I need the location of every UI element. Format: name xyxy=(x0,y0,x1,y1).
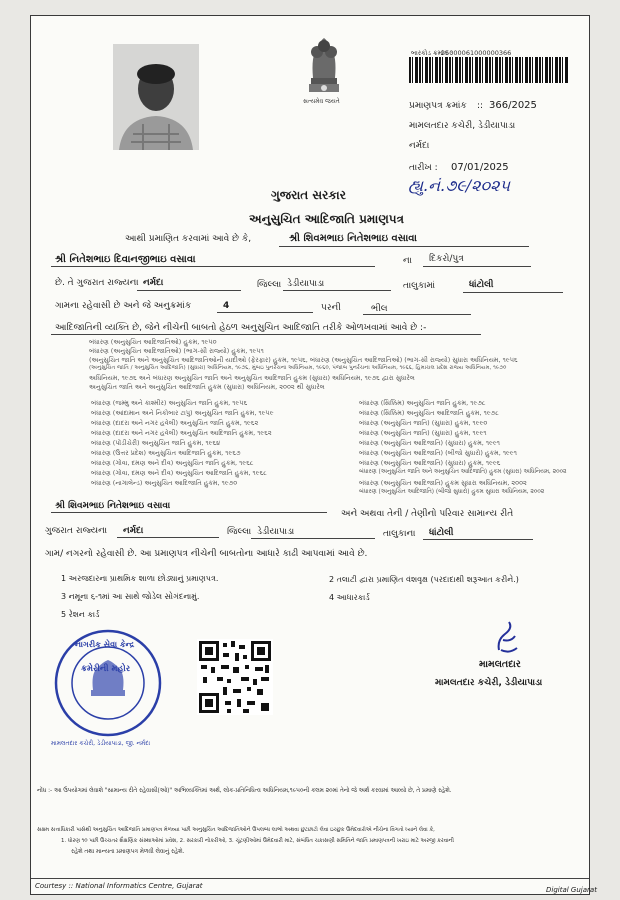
line3-taluka-value: ધાંટોલી xyxy=(469,280,494,290)
line3-district-label: જિલ્લા xyxy=(257,280,282,290)
resident-district-label: જિલ્લા xyxy=(227,527,252,537)
line3-district: નર્મદા xyxy=(143,278,164,288)
order-right-item: બંધારણ (અનુસુચિત આદિજાતિ) (સુધારા) હુકમ, ૧૯૯૧ xyxy=(359,439,500,447)
issuing-district: નર્મદા xyxy=(409,141,430,151)
resident-district: નર્મદા xyxy=(123,526,144,536)
order-right-item: બંધારણ (અનુસુચિત આદિજાતિ) હુકમ સુધારા અધિનિયમ, ૨૦૦૨ xyxy=(359,479,527,487)
line3-taluka-label: તાલુકામાં xyxy=(403,281,436,291)
order-item: અધિનિયમ, ૧૯૭૬ અને બંધારણ અનુસુચિત જાતિ અને અનુસુચિત આદિજાતિ હુકમ (સુધારા) અધિનિયમ, ૧૯૭૬ દ્વારા સુધારેલ xyxy=(89,374,415,382)
govt-title: ગુજરાત સરકાર xyxy=(271,188,346,202)
serial-no: 4 xyxy=(223,301,230,311)
order-item: બંધારણ (અનુસુચિત આદિજાતિઓ) (ભાગ-સી રાજ્યો) હુકમ, ૧૯૫૧ xyxy=(89,347,264,355)
order-item: બંધારણ (અનુસુચિત આદિજાતિઓ) હુકમ, ૧૯૫૦ xyxy=(89,338,217,346)
document-item: 5 રેશન કાર્ડ xyxy=(61,610,100,619)
order-right-item: બંધારણ (અનુસુચિત આદિજાતિ) (બીજો સુધારો) હુકમ, ૧૯૯૧ xyxy=(359,449,517,457)
resident-closing: ગામ/ નગરનો રહેવાસી છે. આ પ્રમાણપત્ર નીચેની બાબતોના આધારે કાઢી આપવામાં આવે છે. xyxy=(45,549,368,559)
line4-prefix: ગામના રહેવાસી છે અને જે અનુક્રમાંક xyxy=(55,301,192,311)
line5: આદિજાતિની વ્યક્તિ છે, જેને નીચેની બાબતો હેઠળ અનુસુચિત આદિજાતિ તરીકે ઓળખવામાં આવે છે :- xyxy=(55,323,427,333)
na-label: ના xyxy=(403,256,412,266)
document-item: 1 અરજદારના પ્રાથમિક શાળા છોડ્યાનું પ્રમાણપત્ર. xyxy=(61,574,219,583)
resident-taluka: ધાંટોલી xyxy=(429,528,454,538)
barcode-number: 25000061000000366 xyxy=(441,49,512,57)
note-line: 1. ધોરણ ૧૦ પછી ઉચ્ચતર શૈક્ષણિક સંસ્થાઓમાં પ્રવેશ, 2. સરકારી નોકરીઓ, 3. ચૂંટણીઓમાં ઉમેદવારી માટે, સંબંધિત ચકાસણી સમિતિને જાતિ પ્રમાણપત્રની ખરાઇ માટે અરજી કરવાની xyxy=(61,838,454,844)
order-left-item: બંધારણ (જમ્મુ અને કાશ્મીર) અનુસુચિત જાતિ હુકમ, ૧૯૫૬ xyxy=(91,399,248,407)
order-right-item: બંધારણ (અનુસુચિત જાતિ) (સુધારા) હુકમ, ૧૯૯૧ xyxy=(359,429,487,437)
cert-no-label: પ્રમાણપત્ર ક્રમાંક xyxy=(409,101,467,111)
note-line: સક્ષમ સત્તાધિકારી પાસેથી અનુસુચિત આદિજાતિ પ્રમાણપત્ર મેળવ્યા પછી અનુસુચિત આદિજાતિઓને ઉપલબ્ધ લાભો અથવા છુટછાટો લેવા ઇચ્છુક ઉમેદવારોએ નીચેના વિગતો ધ્યાને લેવા કે, xyxy=(37,827,435,833)
date-label: તારીખ : xyxy=(409,163,438,173)
applicant-photo xyxy=(113,44,199,150)
order-item: (અનુસુચિત જાતિ / અનુસુચિત આદિજાતિ) (સુધારા) અધિનિયમ, ૧૯૭૬, મુંબઇ પુનર્રચના અધિનિયમ, ૧૯૬૦, પંજાબ પુનર્રચના અધિનિયમ, ૧૯૬૬, હિમાચલ પ્રદેશ રાજ્ય અધિનિયમ, ૧૯૭૦ xyxy=(89,365,507,371)
father-name: શ્રી નિતેશભાઇ દિવાનજીભાઇ વસાવા xyxy=(55,254,196,265)
certificate-page: સત્યમેવ જયતે બારકોડ ક્રમાંક : 25000061000000366 પ્રમાણપત્ર ક્રમાંક :: 366/2025 મામલતદાર કચેરી, ડેડીયાપાડા નર્મદા તારીખ : 07/01/2025 હ્યુ.નં.૭૯/૨૦૨૫ ગુજરાત સરકાર અનુસુચિત આદિજાતિ પ્રમાણપત્ર આથી પ્રમાણિત કરવામાં આવે છે કે, શ્રી શિવમભાઇ નિતેશભાઇ વસાવા શ્રી નિતેશભાઇ દિવાનજીભાઇ વસાવા ના દિકરો/પુત્ર છે. તે ગુજરાત રાજ્યના નર્મદા જિલ્લા ડેડીયાપાડા તાલુકામાં ધાંટોલી ગામના રહેવાસી છે અને જે અનુક્રમાંક 4 પરની ભીલ આદિજાતિની વ્યક્તિ છે, જેને નીચેની બાબતો હેઠળ અનુસુચિત આદિજાતિ તરીકે ઓળખવામાં આવે છે :- બંધારણ (અનુસુચિત આદિજાતિઓ) હુકમ, ૧૯૫૦ બંધારણ (અનુસુચિત આદિજાતિઓ) (ભાગ-સી રાજ્યો) હુકમ, ૧૯૫૧ (અનુસુચિત જાતિ અને અનુસુચિત આદિજાતિઓની યાદીઓ (ફેરફાર) હુકમ, ૧૯૫૬, બંધારણ (અનુસુચિત આદિજાતિઓ) (ભાગ-સી રાજ્યો) સુધારા અધિનિયમ, ૧૯૫૬ (અનુસુચિત જાતિ / અનુસુચિત આદિજાતિ) (સુધારા) અધિનિયમ, ૧૯૭૬, મુંબઇ પુનર્રચના અધિનિયમ, ૧૯૬૦, પંજાબ પુનર્રચના અધિનિયમ, ૧૯૬૬, હિમાચલ પ્રદેશ રાજ્ય અધિનિયમ, ૧૯૭૦ અધિનિયમ, ૧૯૭૬ અને બંધારણ અનુસુચિત જાતિ અને અનુસુચિત આદિજાતિ હુકમ (સુધારા) અધિનિયમ, ૧૯૭૬ દ્વારા સુધારેલ અનુસુચિત જાતિ અને અનુસુચિત આદિજાતિ હુકમ (સુધારા) અધિનિયમ, ૨૦૦૨ થી સુધારેલ બંધારણ (જમ્મુ અને કાશ્મીર) અનુસુચિત જાતિ હુકમ, ૧૯૫૬ બંધારણ (આંદામાન અને નિકોબાર ટાપુ) અનુસુચિત જાતિ હુકમ, ૧૯૫૯ બંધારણ (દાદરા અને નગર હવેલી) અનુસુચિત જાતિ હુકમ, ૧૯૬૨ બંધારણ (દાદરા અને નગર હવેલી) અનુસુચિત આદિજાતિ હુકમ, ૧૯૬૨ બંધારણ (પોંડીચેરી) અનુસુચિત જાતિ હુકમ, ૧૯૬૪ બંધારણ (ઉત્તર પ્રદેશ) અનુસુચિત આદિજાતિ હુકમ, ૧૯૬૭ બંધારણ (ગોવા, દમણ અને દીવ) અનુસુચિત જાતિ હુકમ, ૧૯૬૮ બંધારણ (ગોવા, દમણ અને દીવ) અનુસુચિત આદિજાતિ હુકમ, ૧૯૬૮ બંધારણ (નાગાલેન્ડ) અનુસુચિત આદિજાતિ હુકમ, ૧૯૭૦ બંધારણ (સિક્કિમ) અનુસુચિત જાતિ હુકમ, ૧૯૭૮ બંધારણ (સિક્કિમ) અનુસુચિત આદિજાતિ હુકમ, ૧૯૭૮ બંધારણ (અનુસુચિત જાતિ) (સુધારા) હુકમ, ૧૯૯૦ બંધારણ (અનુસુચિત જાતિ) (સુધારા) હુકમ, ૧૯૯૧ બંધારણ (અનુસુચિત આદિજાતિ) (સુધારા) હુકમ, ૧૯૯૧ બંધારણ (અનુસુચિત આદિજાતિ) (બીજો સુધારો) હુકમ, ૧૯૯૧ બંધારણ (અનુસુચિત આદિજાતિ) (સુધારા) હુકમ, ૧૯૯૬ બંધારણ (અનુસુચિત જાતિ અને અનુસુચિત આદિજાતિ) હુકમ (સુધારા) અધિનિયમ, ૨૦૦૨ બંધારણ (અનુસુચિત આદિજાતિ) હુકમ સુધારા અધિનિયમ, ૨૦૦૨ બંધારણ (અનુસુચિત આદિજાતિ) (બીજો સુધારો) હુકમ સુધારા અધિનિયમ, ૨૦૦૨ શ્રી શિવમભાઇ નિતેશભાઇ વસાવા અને અથવા તેની / તેણીનો પરિવાર સામાન્ય રીતે ગુજરાત રાજ્યના નર્મદા જિલ્લા ડેડીયાપાડા તાલુકાના ધાંટોલી ગામ/ નગરનો રહેવાસી છે. આ પ્રમાણપત્ર નીચેની બાબતોના આધારે કાઢી આપવામાં આવે છે. 1 અરજદારના પ્રાથમિક શાળા છોડ્યાનું પ્રમાણપત્ર. 2 તલાટી દ્વારા પ્રમાણિત વંશવૃક્ષ (પરદાદાથી શરૂઆત કરીને.) 3 નમૂના ૬-૧માં આ સાથે જોડેલ સોગંદનામું. 4 આધારકાર્ડ 5 રેશન કાર્ડ નાગરીક સેવા કેન્દ્ર ક્રમેરીની મહોર મામલતદાર કચેરી, ડેડીયાપાડા, જી. નર્મદા મામલતદાર મામલતદાર કચેરી, ડેડીયાપાડા નોંધ :- આ ઉપયોગમાં લેવાશે "સામાન્ય રીતે રહેવાસી(ઓ)" અભિવ્યક્તિમાં અર્થ, લોક-પ્રતિનિધિત્વ અધિનિયમ,૧૯૫૦ની કલમ ૨૦માં તેનો જે અર્થ કરવામાં આવ્યો છે, તે પ્રમાણે રહેશે. સક્ષમ સત્તાધિકારી પાસેથી અનુસુચિત આદિજાતિ પ્રમાણપત્ર મેળવ્યા પછી અનુસુચિત આદિજાતિઓને ઉપલબ્ધ લાભો અથવા છુટછાટો લેવા ઇચ્છુક ઉમેદવારોએ નીચેના વિગતો ધ્યાને લેવા કે, 1. ધોરણ ૧૦ પછી ઉચ્ચતર શૈક્ષણિક સંસ્થાઓમાં પ્રવેશ, 2. સરકારી નોકરીઓ, 3. ચૂંટણીઓમાં ઉમેદવારી માટે, સંબંધિત ચકાસણી સમિતિને જાતિ પ્રમાણપત્રની ખરાઇ માટે અરજી કરવાની રહેશે તથા માન્યતા પ્રમાણપત્ર મેળવી લેવાનું રહેશે. Courtesy :: National Informatics Centre, Gujarat xyxy=(30,15,590,895)
resident-taluka-label: તાલુકાના xyxy=(383,529,416,539)
order-left-item: બંધારણ (ગોવા, દમણ અને દીવ) અનુસુચિત જાતિ હુકમ, ૧૯૬૮ xyxy=(91,459,254,467)
order-item: અનુસુચિત જાતિ અને અનુસુચિત આદિજાતિ હુકમ (સુધારા) અધિનિયમ, ૨૦૦૨ થી સુધારેલ xyxy=(89,383,325,391)
resident-state-prefix: ગુજરાત રાજ્યના xyxy=(45,526,108,536)
order-right-item: બંધારણ (અનુસુચિત આદિજાતિ) (સુધારા) હુકમ, ૧૯૯૬ xyxy=(359,459,501,467)
order-left-item: બંધારણ (દાદરા અને નગર હવેલી) અનુસુચિત જાતિ હુકમ, ૧૯૬૨ xyxy=(91,419,259,427)
footer-courtesy: Courtesy :: National Informatics Centre, Gujarat xyxy=(35,882,203,890)
footer-digital-gujarat: Digital Gujarat xyxy=(546,886,597,894)
qr-code xyxy=(197,639,273,715)
handwritten-ref: હ્યુ.નં.૭૯/૨૦૨૫ xyxy=(408,176,511,195)
note-line: નોંધ :- આ ઉપયોગમાં લેવાશે "સામાન્ય રીતે રહેવાસી(ઓ)" અભિવ્યક્તિમાં અર્થ, લોક-પ્રતિનિધિત્વ અધિનિયમ,૧૯૫૦ની કલમ ૨૦માં તેનો જે અર્થ કરવામાં આવ્યો છે, તે પ્રમાણે રહેશે. xyxy=(37,788,452,794)
order-left-item: બંધારણ (ગોવા, દમણ અને દીવ) અનુસુચિત આદિજાતિ હુકમ, ૧૯૬૮ xyxy=(91,469,267,477)
certify-text: આથી પ્રમાણિત કરવામાં આવે છે કે, xyxy=(125,234,252,244)
applicant-name: શ્રી શિવમભાઇ નિતેશભાઇ વસાવા xyxy=(289,233,417,244)
order-left-item: બંધારણ (દાદરા અને નગર હવેલી) અનુસુચિત આદિજાતિ હુકમ, ૧૯૬૨ xyxy=(91,429,272,437)
document-item: 3 નમૂના ૬-૧માં આ સાથે જોડેલ સોગંદનામું. xyxy=(61,592,200,601)
national-emblem-icon xyxy=(301,34,347,106)
resident-name: શ્રી શિવમભાઇ નિતેશભાઇ વસાવા xyxy=(55,501,171,511)
signatory-office: મામલતદાર કચેરી, ડેડીયાપાડા xyxy=(435,678,543,688)
document-item: 2 તલાટી દ્વારા પ્રમાણિત વંશવૃક્ષ (પરદાદાથી શરૂઆત કરીને.) xyxy=(329,575,519,584)
upon-label: પરની xyxy=(321,303,341,313)
certificate-title: અનુસુચિત આદિજાતિ પ્રમાણપત્ર xyxy=(249,212,404,226)
document-item: 4 આધારકાર્ડ xyxy=(329,593,370,602)
order-left-item: બંધારણ (નાગાલેન્ડ) અનુસુચિત આદિજાતિ હુકમ, ૧૯૭૦ xyxy=(91,479,238,487)
relation: દિકરો/પુત્ર xyxy=(429,254,464,264)
line3-district-value: ડેડીયાપાડા xyxy=(287,279,325,289)
order-left-item: બંધારણ (ઉત્તર પ્રદેશ) અનુસુચિત આદિજાતિ હુકમ, ૧૯૬૭ xyxy=(91,449,241,457)
issuing-office: મામલતદાર કચેરી, ડેડીયાપાડા xyxy=(409,121,516,131)
order-right-item: બંધારણ (સિક્કિમ) અનુસુચિત જાતિ હુકમ, ૧૯૭૮ xyxy=(359,399,486,407)
order-left-item: બંધારણ (આંદામાન અને નિકોબાર ટાપુ) અનુસુચિત જાતિ હુકમ, ૧૯૫૯ xyxy=(91,409,274,417)
order-right-item: બંધારણ (સિક્કિમ) અનુસુચિત આદિજાતિ હુકમ, ૧૯૭૮ xyxy=(359,409,499,417)
order-right-item: બંધારણ (અનુસુચિત જાતિ અને અનુસુચિત આદિજાતિ) હુકમ (સુધારા) અધિનિયમ, ૨૦૦૨ xyxy=(359,469,567,475)
barcode xyxy=(409,57,569,83)
note-line: રહેશે તથા માન્યતા પ્રમાણપત્ર મેળવી લેવાનું રહેશે. xyxy=(71,849,185,855)
seal-center-text: ક્રમેરીની મહોર xyxy=(81,664,131,674)
line3-prefix: છે. તે ગુજરાત રાજ્યના xyxy=(55,278,139,288)
seal-bottom-text: મામલતદાર કચેરી, ડેડીયાપાડા, જી. નર્મદા xyxy=(51,740,151,747)
seal-top-text: નાગરીક સેવા કેન્દ્ર xyxy=(75,640,135,649)
resident-suffix: અને અથવા તેની / તેણીનો પરિવાર સામાન્ય રીતે xyxy=(341,509,514,519)
emblem-caption: સત્યમેવ જયતે xyxy=(303,98,340,105)
barcode-label: બારકોડ ક્રમાંક : xyxy=(411,49,453,57)
date-value: 07/01/2025 xyxy=(451,162,509,173)
signature-mark xyxy=(493,620,521,656)
order-right-item: બંધારણ (અનુસુચિત જાતિ) (સુધારા) હુકમ, ૧૯૯૦ xyxy=(359,419,488,427)
tribe: ભીલ xyxy=(371,304,388,314)
order-left-item: બંધારણ (પોંડીચેરી) અનુસુચિત જાતિ હુકમ, ૧૯૬૪ xyxy=(91,439,221,447)
resident-district2: ડેડીયાપાડા xyxy=(257,527,295,537)
signatory-designation: મામલતદાર xyxy=(479,659,521,670)
order-item: (અનુસુચિત જાતિ અને અનુસુચિત આદિજાતિઓની યાદીઓ (ફેરફાર) હુકમ, ૧૯૫૬, બંધારણ (અનુસુચિત આદિજાતિઓ) (ભાગ-સી રાજ્યો) સુધારા અધિનિયમ, ૧૯૫૬ xyxy=(89,356,518,364)
cert-no-value: 366/2025 xyxy=(489,100,537,111)
order-right-item: બંધારણ (અનુસુચિત આદિજાતિ) (બીજો સુધારો) હુકમ સુધારા અધિનિયમ, ૨૦૦૨ xyxy=(359,489,545,495)
